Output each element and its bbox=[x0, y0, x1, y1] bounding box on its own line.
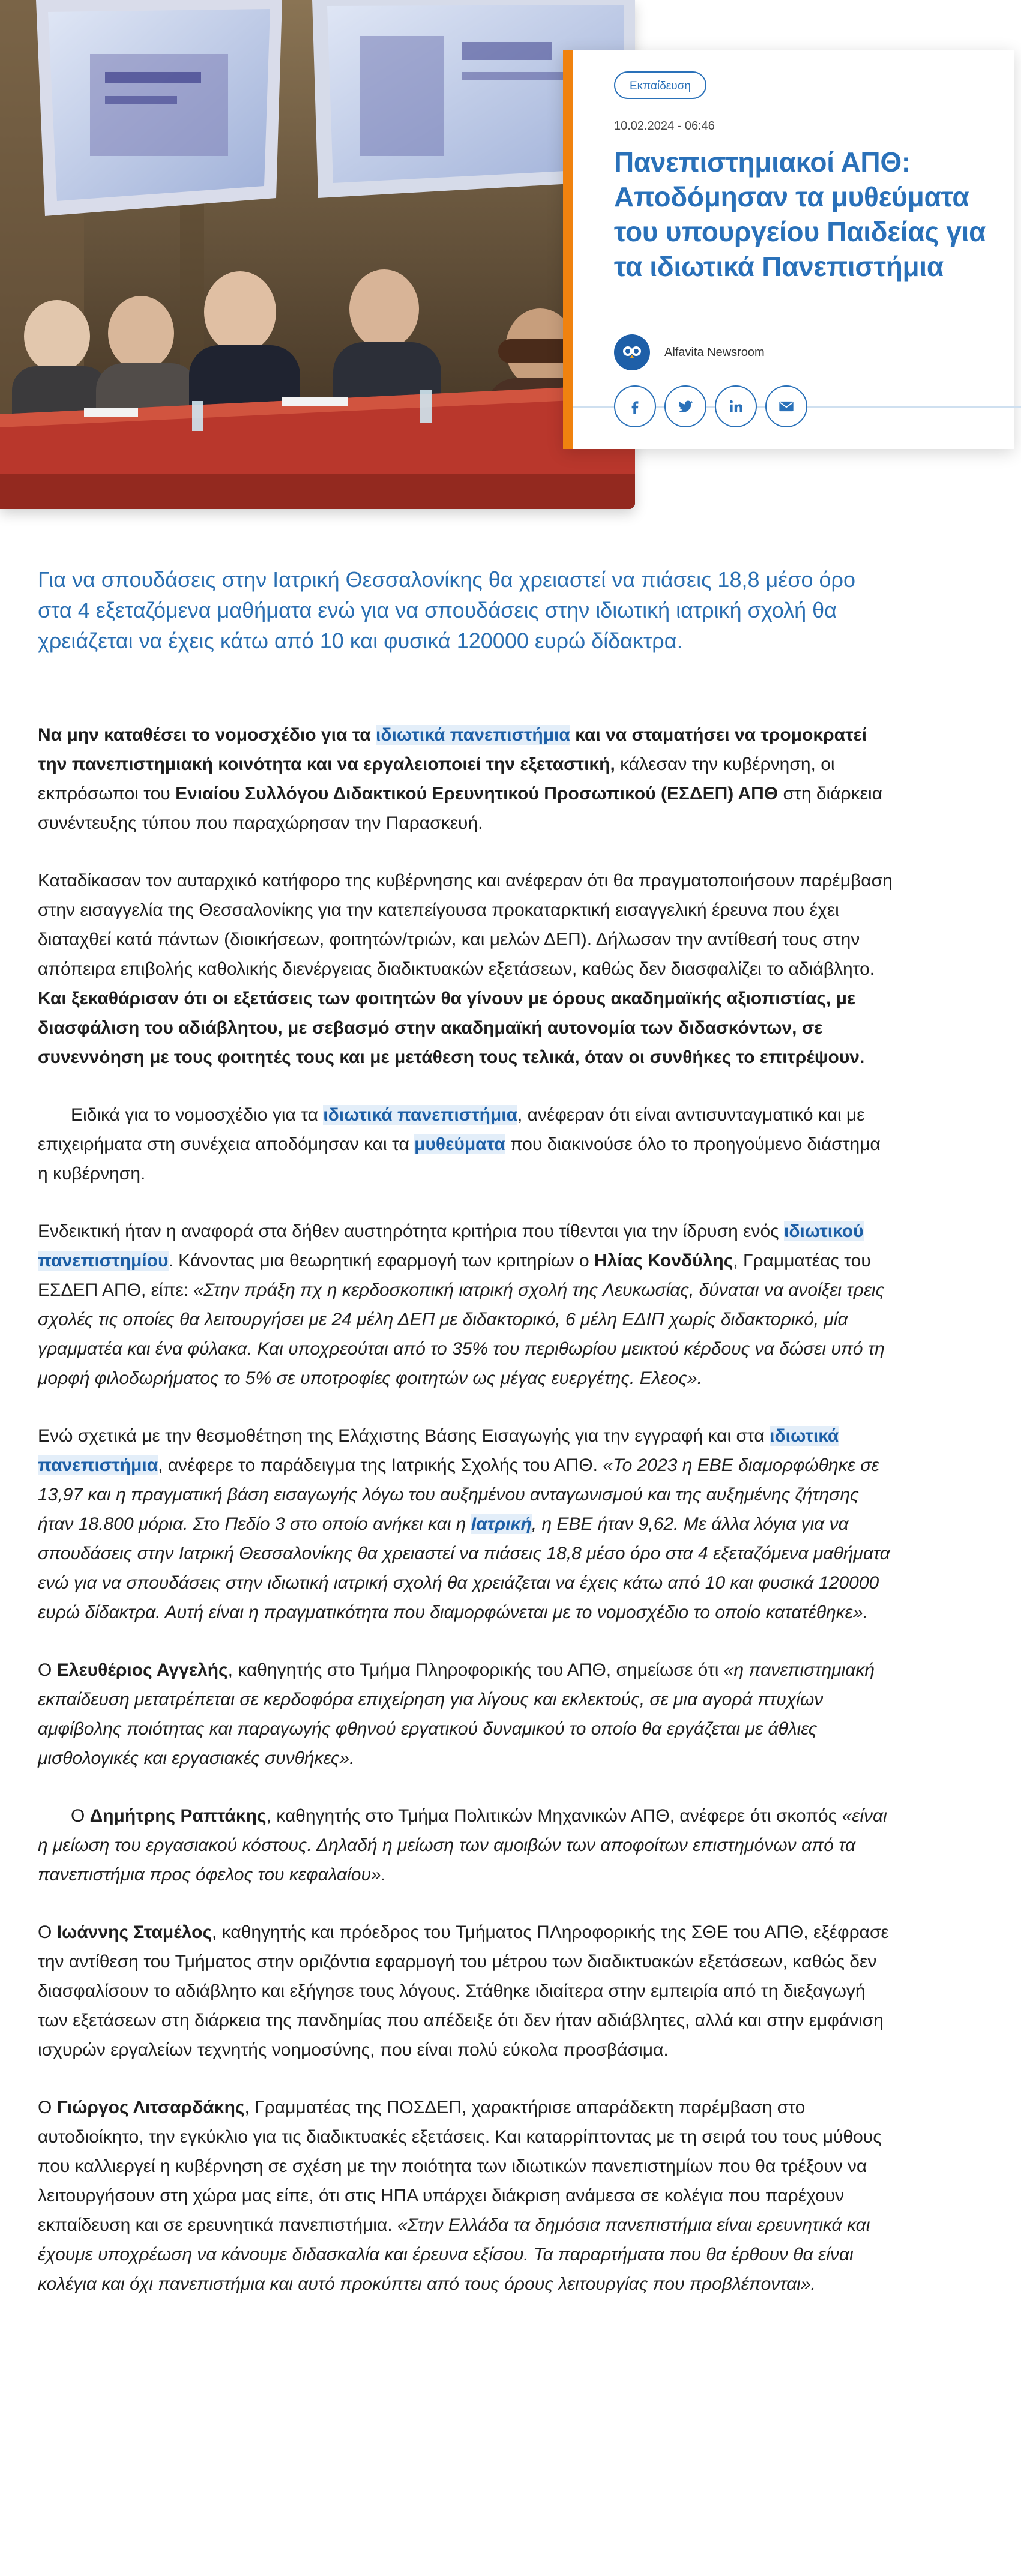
p5-quote-2: , η ΕΒΕ ήταν 9,62. Με άλλα λόγια για να σπουδάσεις στην Ιατρική Θεσσαλονίκης θα χρειαστεί να πιάσεις 18,8 μέσο όρο στα 4 εξεταζόμενα μαθήματα ενώ για να σπουδάσεις στην ιδιωτική ιατρική σχολή θα χρειάζεται να έχεις κάτω από 10 και φυσικά 120000 ευρώ δίδακτρα. Αυτή είναι η πραγματικότητα που διαμορφώνεται με το νομοσχέδιο το οποίο κατατέθηκε». bbox=[38, 1514, 890, 1622]
p9-quote-1: «Στην Ελλάδα τα δημόσια πανεπιστήμια είναι ερευνητικά και έχουμε υποχρέωση να κάνουμε διδασκαλία και έρευνα εξίσου. Τα παραρτήματα που θα έρθουν θα είναι κολέγια και όχι πανεπιστήμια και αυτό προκύπτει από τους όρους λειτουργίας που προβλέπονται». bbox=[38, 2215, 870, 2294]
p6-bold-1: Ελευθέριος Αγγελής bbox=[56, 1660, 228, 1680]
p5-text-2: , ανέφερε το παράδειγμα της Ιατρικής Σχολής του ΑΠΘ. bbox=[158, 1455, 603, 1475]
author-avatar bbox=[614, 334, 650, 370]
paragraph-9 bbox=[38, 2093, 893, 2299]
p2-bold-1: Και ξεκαθάρισαν ότι οι εξετάσεις των φοιτητών θα γίνουν με όρους ακαδημαϊκής αξιοπιστίας, με διασφάλιση του αδιάβλητου, με σεβασμό στην ακαδημαϊκή αυτονομία των διδασκόντων, σε συνεννόηση με τους φοιτητές τους και με μετάθεση τους τελικά, όταν οι συνθήκες το επιτρέψουν. bbox=[38, 989, 865, 1067]
p5-text-1: Ενώ σχετικά με την θεσμοθέτηση της Ελάχιστης Βάσης Εισαγωγής για την εγγραφή και στα bbox=[38, 1426, 770, 1446]
category-tag[interactable]: Εκπαίδευση bbox=[614, 71, 706, 99]
p4-text-3: , Γραμματέας του ΕΣΔΕΠ ΑΠΘ, είπε: bbox=[38, 1251, 871, 1300]
link-idiotika-panepistimia[interactable]: ιδιωτικά πανεπιστήμια bbox=[376, 725, 570, 745]
p4-text-2: . Κάνοντας μια θεωρητική εφαρμογή των κριτηρίων ο bbox=[168, 1251, 594, 1271]
p6-quote-1: «η πανεπιστημιακή εκπαίδευση μετατρέπεται σε κερδοφόρα επιχείρηση για λίγους και εκλεκτούς, σε μια αγορά πτυχίων αμφίβολης ποιότητας και παραγωγής φθηνού εργατικού δυναμικού το οποίο θα εργάζεται με άθλιες μισθολογικές και εργασιακές συνθήκες». bbox=[38, 1660, 875, 1768]
owl-logo-icon bbox=[619, 339, 645, 366]
article-header-card bbox=[563, 50, 1014, 449]
link-idiotikou-panepistimiou[interactable]: ιδιωτικού πανεπιστημίου bbox=[38, 1221, 864, 1271]
p9-bold-1: Γιώργος Λιτσαρδάκης bbox=[56, 2098, 245, 2117]
author-name: Alfavita Newsroom bbox=[664, 345, 765, 359]
hero-photo bbox=[0, 0, 635, 509]
facebook-icon bbox=[627, 399, 643, 414]
p3-text-1: Ειδικά για το νομοσχέδιο για τα bbox=[71, 1105, 324, 1125]
link-mytheumata[interactable]: μυθεύματα bbox=[414, 1134, 505, 1154]
p6-text-1: Ο bbox=[38, 1660, 57, 1680]
p4-text-1: Ενδεικτική ήταν η αναφορά στα δήθεν αυστηρότητα κριτήρια που τίθενται για την ίδρυση ενός bbox=[38, 1221, 784, 1241]
p3-text-2: , ανέφεραν ότι είναι αντισυνταγματικό και με επιχειρήματα στη συνέχεια αποδόμησαν και τα bbox=[38, 1105, 865, 1154]
p3-text-3: που διακινούσε όλο το προηγούμενο διάστημα η κυβέρνηση. bbox=[38, 1134, 881, 1184]
share-facebook-button[interactable] bbox=[614, 385, 656, 427]
link-idiotika-panepistimia-2[interactable]: ιδιωτικά πανεπιστήμια bbox=[323, 1105, 518, 1125]
p9-text-2: , Γραμματέας της ΠΟΣΔΕΠ, χαρακτήρισε απαράδεκτη παρέμβαση στο αυτοδιοίκητο, την εγκύκλιο για τις διαδικτυακές εξετάσεις. Και καταρρίπτοντας με τη σειρά του τους μύθους που καλλιεργεί η κυβέρνηση σε σχέση με την ποιότητα των ιδιωτικών πανεπιστημίων που θα τρέξουν να λειτουργήσουν στη χώρα μας είπε, ότι στις ΗΠΑ υπάρχει διάκριση ανάμεσα σε κολέγια που παρέχουν εκπαίδευση και σε ερευνητικά πανεπιστήμια. bbox=[38, 2098, 882, 2235]
p9-text-1: Ο bbox=[38, 2098, 57, 2117]
share-twitter-button[interactable] bbox=[664, 385, 706, 427]
author-block[interactable] bbox=[614, 334, 765, 370]
p4-quote-1: «Στην πράξη πχ η κερδοσκοπική ιατρική σχολή της Λευκωσίας, δύναται να ανοίξει τρεις σχολές τις οποίες θα λειτουργήσει με 24 μέλη ΔΕΠ με διδακτορικό, 6 μέλη ΕΔΙΠ χωρίς διδακτορικό, μία γραμματέα και ένα φύλακα. Και υποχρεούται από το 35% του περιθωρίου μεικτού κέρδους να δώσει υπό τη μορφή φιλοδωρήματος το 5% σε υποτροφίες φοιτητών ως μέγας ευεργέτης. Ελεος». bbox=[38, 1280, 885, 1388]
p7-bold-1: Δημήτρης Ραπτάκης bbox=[89, 1806, 267, 1826]
p1-bold-3: Ενιαίου Συλλόγου Διδακτικού Ερευνητικού Προσωπικού (ΕΣΔΕΠ) ΑΠΘ bbox=[175, 784, 779, 804]
paragraph-5 bbox=[38, 1421, 893, 1627]
paragraph-8 bbox=[38, 1918, 893, 2065]
paragraph-4 bbox=[38, 1217, 893, 1393]
p1-bold-2: και να σταματήσει να τρομοκρατεί την πανεπιστημιακή κοινότητα και να εργαλειοποιεί την εξεταστική, bbox=[38, 725, 867, 774]
linkedin-icon bbox=[728, 399, 744, 414]
article-lead: Για να σπουδάσεις στην Ιατρική Θεσσαλονίκης θα χρειαστεί να πιάσεις 18,8 μέσο όρο στα 4 εξεταζόμενα μαθήματα ενώ για να σπουδάσεις στην ιδιωτική ιατρική σχολή θα χρειάζεται να έχεις κάτω από 10 και φυσικά 120000 ευρώ δίδακτρα. bbox=[38, 567, 856, 653]
p8-text-1: Ο bbox=[38, 1922, 57, 1942]
email-icon bbox=[778, 398, 795, 415]
p7-text-1: Ο bbox=[71, 1806, 90, 1826]
article-title: Πανεπιστημιακοί ΑΠΘ: Αποδόμησαν τα μυθεύματα του υπουργείου Παιδείας για τα ιδιωτικά Πανεπιστήμια bbox=[614, 146, 986, 282]
article-body bbox=[38, 720, 893, 2327]
paragraph-6 bbox=[38, 1655, 893, 1773]
p4-bold-1: Ηλίας Κονδύλης bbox=[594, 1251, 733, 1271]
share-bar bbox=[614, 385, 807, 427]
share-linkedin-button[interactable] bbox=[715, 385, 757, 427]
p1-bold-1: Να μην καταθέσει το νομοσχέδιο για τα bbox=[38, 725, 376, 745]
paragraph-3 bbox=[38, 1100, 893, 1188]
p7-quote-1: «είναι η μείωση του εργασιακού κόστους. Δηλαδή η μείωση των αμοιβών των αποφοίτων επιστημόνων από τα πανεπιστήμια προς όφελος του κεφαλαίου». bbox=[38, 1806, 887, 1885]
share-email-button[interactable] bbox=[765, 385, 807, 427]
p8-bold-1: Ιωάννης Σταμέλος bbox=[56, 1922, 212, 1942]
twitter-icon bbox=[677, 398, 694, 415]
p1-text-2: στη διάρκεια συνέντευξης τύπου που παραχώρησαν την Παρασκευή. bbox=[38, 784, 883, 833]
publish-date: 10.02.2024 - 06:46 bbox=[614, 119, 715, 133]
link-iatriki[interactable]: Ιατρική bbox=[471, 1514, 532, 1534]
paragraph-1 bbox=[38, 720, 893, 838]
p1-text-1: κάλεσαν την κυβέρνηση, οι εκπρόσωποι του bbox=[38, 754, 835, 804]
link-idiotika-panepistimia-3[interactable]: ιδιωτικά πανεπιστήμια bbox=[38, 1426, 839, 1475]
p8-text-2: , καθηγητής και πρόεδρος του Τμήματος ΠΛηροφορικής της ΣΘΕ του ΑΠΘ, εξέφρασε την αντίθεση του Τμήματος στην οριζόντια εφαρμογή του μέτρου των διαδικτυακών εξετάσεων, καθώς δεν διασφαλίσουν το αδιάβλητο και εξήγησε τους λόγους. Στάθηκε ιδιαίτερα στην εμπειρία από τη διεξαγωγή των εξετάσεων στη διάρκεια της πανδημίας που απέδειξε ότι δεν ήταν αδιάβλητες, αλλά και στην εμφάνιση ισχυρών εργαλείων τεχνητής νοημοσύνης, που είναι πολύ εύκολα προσβάσιμα. bbox=[38, 1922, 889, 2060]
p7-text-2: , καθηγητής στο Τμήμα Πολιτικών Μηχανικών ΑΠΘ, ανέφερε ότι σκοπός bbox=[266, 1806, 842, 1826]
paragraph-7 bbox=[38, 1801, 893, 1889]
p6-text-2: , καθηγητής στο Τμήμα Πληροφορικής του ΑΠΘ, σημείωσε ότι bbox=[227, 1660, 724, 1680]
paragraph-2 bbox=[38, 866, 893, 1072]
p5-quote-1: «Το 2023 η ΕΒΕ διαμορφώθηκε σε 13,97 και η πραγματική βάση εισαγωγής λόγω του αυξημένου ανταγωνισμού και της αυξημένης ζήτησης ήταν 18.800 μόρια. Στο Πεδίο 3 στο οποίο ανήκει και η bbox=[38, 1455, 879, 1534]
p2-text-1: Καταδίκασαν τον αυταρχικό κατήφορο της κυβέρνησης και ανέφεραν ότι θα πραγματοποιήσουν παρέμβαση στην εισαγγελία της Θεσσαλονίκης για την κατεπείγουσα προκαταρκτική εισαγγελική έρευνα που έχει διαταχθεί κατά πάντων (διοικήσεων, φοιτητών/τριών, και μελών ΔΕΠ). Δήλωσαν την αντίθεσή τους στην απόπειρα επιβολής καθολικής διενέργειας διαδικτυακών εξετάσεων, καθώς δεν διασφαλίζει το αδιάβλητο. bbox=[38, 871, 893, 979]
